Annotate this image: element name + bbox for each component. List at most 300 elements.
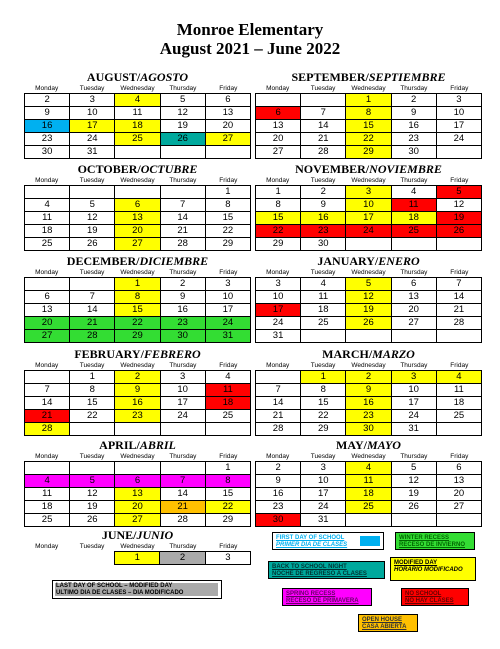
day-cell: 18 [436,397,481,410]
day-cell: 5 [346,278,391,291]
day-cell: 12 [391,475,436,488]
month-may [255,438,482,527]
day-cell: 12 [70,212,115,225]
day-cell: 10 [70,107,115,120]
day-cell: 29 [346,146,391,159]
weekday-label: Friday [450,362,469,369]
day-cell: 7 [160,475,205,488]
legend-label: WINTER RECESS [399,535,450,541]
month-grid [24,93,251,159]
legend-label: FIRST DAY OF SCHOOL [276,535,345,541]
weekday-label: Friday [219,453,238,460]
legend-spring-recess [282,588,372,606]
weekday-label: Thursday [400,362,428,369]
day-cell: 20 [205,120,250,133]
week-row [25,133,251,146]
day-cell: 10 [160,384,205,397]
month-name: JUNE/JUNIO [101,528,174,542]
day-cell: 27 [205,133,250,146]
legend-no-school [401,588,469,606]
day-cell: 22 [115,317,160,330]
week-row [25,146,251,159]
day-cell: 20 [436,488,481,501]
weekday-label: Tuesday [79,269,105,276]
week-row [25,199,251,212]
week-row [25,107,251,120]
month-grid [24,277,251,343]
month-grid [255,93,482,159]
day-cell: 8 [256,199,301,212]
day-cell: 8 [70,384,115,397]
day-cell [436,514,481,527]
month-grid [24,461,251,527]
day-cell: 24 [301,501,346,514]
day-cell [205,423,250,436]
day-cell: 30 [25,146,70,159]
legend-label-es: NOCHE DE REGRESO A CLASES [272,571,367,577]
day-cell: 27 [115,238,160,251]
day-cell: 13 [391,291,436,304]
day-cell [205,146,250,159]
day-cell: 14 [25,397,70,410]
weekday-label: Monday [266,362,290,369]
day-cell [391,330,436,343]
day-cell [346,514,391,527]
day-cell: 22 [256,225,301,238]
day-cell: 28 [160,238,205,251]
week-row [256,330,482,343]
week-row [256,501,482,514]
day-cell: 3 [205,278,250,291]
legend-open-house [358,614,418,632]
day-cell: 4 [436,371,481,384]
day-cell: 4 [346,462,391,475]
day-cell: 24 [160,410,205,423]
day-cell: 4 [25,199,70,212]
day-cell: 2 [115,371,160,384]
week-row [256,317,482,330]
legend-label-es: NO HAY CLASES [405,598,454,604]
weekday-header [24,268,251,277]
day-cell: 23 [346,410,391,423]
weekday-label: Monday [266,85,290,92]
weekday-header [24,361,251,370]
day-cell: 27 [25,330,70,343]
month-october [24,162,251,251]
month-grid [24,370,251,436]
day-cell: 27 [256,146,301,159]
week-row [25,501,251,514]
week-row [256,133,482,146]
day-cell: 2 [25,94,70,107]
day-cell: 20 [391,304,436,317]
day-cell: 9 [115,384,160,397]
day-cell: 29 [256,238,301,251]
day-cell: 5 [436,186,481,199]
week-row [25,384,251,397]
weekday-label: Thursday [169,85,197,92]
day-cell: 23 [160,317,205,330]
weekday-header [255,268,482,277]
week-row [256,238,482,251]
day-cell: 1 [346,94,391,107]
week-row [25,317,251,330]
day-cell: 30 [346,423,391,436]
day-cell: 26 [70,238,115,251]
day-cell: 22 [301,410,346,423]
weekday-label: Monday [266,453,290,460]
day-cell: 8 [301,384,346,397]
day-cell: 17 [256,304,301,317]
day-cell: 19 [70,225,115,238]
day-cell: 15 [205,488,250,501]
day-cell: 8 [346,107,391,120]
week-row [25,212,251,225]
day-cell: 7 [256,384,301,397]
day-cell: 25 [25,514,70,527]
day-cell [301,94,346,107]
week-row [25,238,251,251]
day-cell: 13 [115,212,160,225]
week-row [25,397,251,410]
day-cell: 23 [25,133,70,146]
day-cell: 28 [160,514,205,527]
day-cell: 5 [70,199,115,212]
day-cell: 1 [256,186,301,199]
day-cell [256,94,301,107]
day-cell: 17 [346,212,391,225]
day-cell: 8 [115,291,160,304]
day-cell: 11 [25,212,70,225]
week-row [256,384,482,397]
day-cell: 31 [70,146,115,159]
weekday-label: Monday [266,269,290,276]
day-cell: 3 [436,94,481,107]
week-row [25,423,251,436]
day-cell: 4 [25,475,70,488]
day-cell: 6 [256,107,301,120]
day-cell: 17 [70,120,115,133]
day-cell: 19 [160,120,205,133]
week-row [25,462,251,475]
day-cell [436,146,481,159]
day-cell: 2 [160,278,205,291]
day-cell: 23 [391,133,436,146]
weekday-label: Tuesday [79,177,105,184]
day-cell: 30 [301,238,346,251]
weekday-label: Thursday [400,177,428,184]
day-cell: 9 [25,107,70,120]
week-row [256,199,482,212]
day-cell: 29 [205,514,250,527]
weekday-label: Friday [219,85,238,92]
day-cell: 11 [115,107,160,120]
day-cell: 31 [301,514,346,527]
day-cell: 4 [115,94,160,107]
day-cell [69,552,114,565]
month-june [24,528,251,565]
day-cell: 15 [346,120,391,133]
day-cell: 4 [391,186,436,199]
weekday-label: Wednesday [120,453,155,460]
day-cell: 24 [70,133,115,146]
month-january [255,254,482,343]
legend-winter-recess [395,532,475,550]
day-cell: 1 [301,371,346,384]
day-cell: 20 [115,501,160,514]
day-cell: 25 [205,410,250,423]
day-cell: 13 [256,120,301,133]
day-cell: 22 [346,133,391,146]
day-cell: 10 [301,475,346,488]
week-row [25,475,251,488]
weekday-label: Tuesday [310,269,336,276]
day-cell: 14 [256,397,301,410]
day-cell: 11 [25,488,70,501]
week-row [256,291,482,304]
weekday-label: Thursday [400,269,428,276]
day-cell: 14 [436,291,481,304]
day-cell: 21 [70,317,115,330]
day-cell: 10 [436,107,481,120]
weekday-label: Thursday [400,453,428,460]
month-grid [255,370,482,436]
week-row [25,94,251,107]
day-cell: 24 [436,133,481,146]
day-cell: 7 [436,278,481,291]
day-cell: 16 [391,120,436,133]
day-cell: 5 [391,462,436,475]
weekday-label: Friday [450,177,469,184]
day-cell: 17 [301,488,346,501]
legend-label: NO SCHOOL [405,591,442,597]
legend-label-es: ULTIMO DIA DE CLASES – DIA MODIFICADO [56,590,184,596]
legend-swatch [360,536,380,546]
day-cell: 1 [205,462,250,475]
week-row [25,120,251,133]
day-cell: 11 [391,199,436,212]
week-row [25,410,251,423]
day-cell: 31 [256,330,301,343]
day-cell: 4 [205,371,250,384]
day-cell: 12 [160,107,205,120]
day-cell: 31 [205,330,250,343]
month-name: JANUARY/ENERO [317,254,420,268]
day-cell: 17 [436,120,481,133]
day-cell: 19 [346,304,391,317]
legend-label-es: RECESO DE INVIERNO [399,542,466,548]
day-cell: 25 [391,225,436,238]
legend-label-es: HORARIO MODIFICADO [394,567,463,573]
day-cell: 16 [25,120,70,133]
weekday-label: Monday [266,177,290,184]
day-cell: 13 [25,304,70,317]
day-cell [436,423,481,436]
legend-label: MODIFIED DAY [394,560,438,566]
week-row [256,514,482,527]
day-cell: 3 [346,186,391,199]
week-row [25,291,251,304]
day-cell: 6 [436,462,481,475]
weekday-label: Wednesday [120,362,155,369]
day-cell: 10 [205,291,250,304]
day-cell: 18 [346,488,391,501]
day-cell: 20 [256,133,301,146]
day-cell [115,186,160,199]
day-cell: 24 [391,410,436,423]
day-cell: 28 [25,423,70,436]
weekday-label: Thursday [400,85,428,92]
month-february [24,347,251,436]
legend-label: BACK TO SCHOOL NIGHT [272,564,347,570]
day-cell: 9 [391,107,436,120]
day-cell: 18 [205,397,250,410]
day-cell: 28 [256,423,301,436]
day-cell: 10 [256,291,301,304]
legend-first-day [272,532,384,550]
day-cell: 11 [346,475,391,488]
day-cell: 6 [115,475,160,488]
week-row [256,462,482,475]
month-august [24,70,251,159]
day-cell: 11 [301,291,346,304]
week-row [256,423,482,436]
weekday-label: Thursday [169,453,197,460]
day-cell: 9 [301,199,346,212]
week-row [25,371,251,384]
day-cell: 3 [256,278,301,291]
day-cell: 8 [205,475,250,488]
weekday-header [24,176,251,185]
day-cell: 21 [301,133,346,146]
day-cell: 3 [391,371,436,384]
weekday-label: Friday [450,269,469,276]
month-grid [255,185,482,251]
day-cell: 6 [391,278,436,291]
legend-back-to-school [268,561,385,579]
day-cell: 16 [115,397,160,410]
week-row [256,475,482,488]
day-cell: 26 [391,501,436,514]
weekday-label: Wednesday [351,85,386,92]
weekday-header [255,176,482,185]
day-cell: 3 [301,462,346,475]
day-cell [70,278,115,291]
day-cell: 18 [25,501,70,514]
day-cell: 2 [346,371,391,384]
legend-modified-day [390,557,476,581]
day-cell: 18 [25,225,70,238]
day-cell: 23 [115,410,160,423]
day-cell: 24 [346,225,391,238]
day-cell: 21 [256,410,301,423]
day-cell: 12 [346,291,391,304]
week-row [256,371,482,384]
week-row [24,552,251,565]
day-cell: 16 [346,397,391,410]
weekday-header [24,452,251,461]
day-cell: 2 [391,94,436,107]
week-row [256,488,482,501]
week-row [256,107,482,120]
day-cell: 16 [160,304,205,317]
day-cell: 1 [70,371,115,384]
day-cell [25,371,70,384]
weekday-header [255,84,482,93]
day-cell: 28 [70,330,115,343]
day-cell: 23 [301,225,346,238]
week-row [256,397,482,410]
weekday-label: Tuesday [310,85,336,92]
weekday-label: Wednesday [120,85,155,92]
day-cell [70,186,115,199]
day-cell: 7 [70,291,115,304]
day-cell: 25 [115,133,160,146]
day-cell: 23 [256,501,301,514]
week-row [256,94,482,107]
day-cell: 20 [115,225,160,238]
day-cell: 22 [205,225,250,238]
month-september [255,70,482,159]
day-cell: 26 [436,225,481,238]
month-grid [24,551,251,565]
week-row [256,120,482,133]
week-row [256,186,482,199]
week-row [25,186,251,199]
day-cell [70,462,115,475]
day-cell: 22 [205,501,250,514]
weekday-label: Wednesday [351,269,386,276]
day-cell: 2 [256,462,301,475]
day-cell: 18 [391,212,436,225]
day-cell: 12 [436,199,481,212]
day-cell: 29 [115,330,160,343]
day-cell: 18 [115,120,160,133]
month-april [24,438,251,527]
day-cell: 19 [391,488,436,501]
weekday-label: Wednesday [351,362,386,369]
day-cell: 28 [301,146,346,159]
day-cell: 2 [160,552,205,565]
weekday-label: Friday [450,85,469,92]
week-row [25,330,251,343]
day-cell: 13 [205,107,250,120]
day-cell [346,330,391,343]
weekday-label: Wednesday [120,269,155,276]
month-name: MAY/MAYO [336,438,401,452]
weekday-label: Friday [219,269,238,276]
month-name: SEPTEMBER/SEPTIEMBRE [291,70,446,84]
weekday-label: Friday [219,177,238,184]
month-december [24,254,251,343]
week-row [256,225,482,238]
day-cell: 8 [205,199,250,212]
day-cell: 2 [301,186,346,199]
weekday-header [24,84,251,93]
weekday-label: Tuesday [79,453,105,460]
day-cell: 13 [436,475,481,488]
legend-label-es: PRIMER DIA DE CLASES [276,542,348,548]
day-cell [25,186,70,199]
day-cell [25,278,70,291]
calendar-title: Monroe Elementary [176,20,324,39]
day-cell: 1 [205,186,250,199]
day-cell: 14 [160,488,205,501]
day-cell: 28 [436,317,481,330]
month-name: NOVEMBER/NOVIEMBRE [295,162,442,176]
day-cell [115,146,160,159]
day-cell: 17 [391,397,436,410]
